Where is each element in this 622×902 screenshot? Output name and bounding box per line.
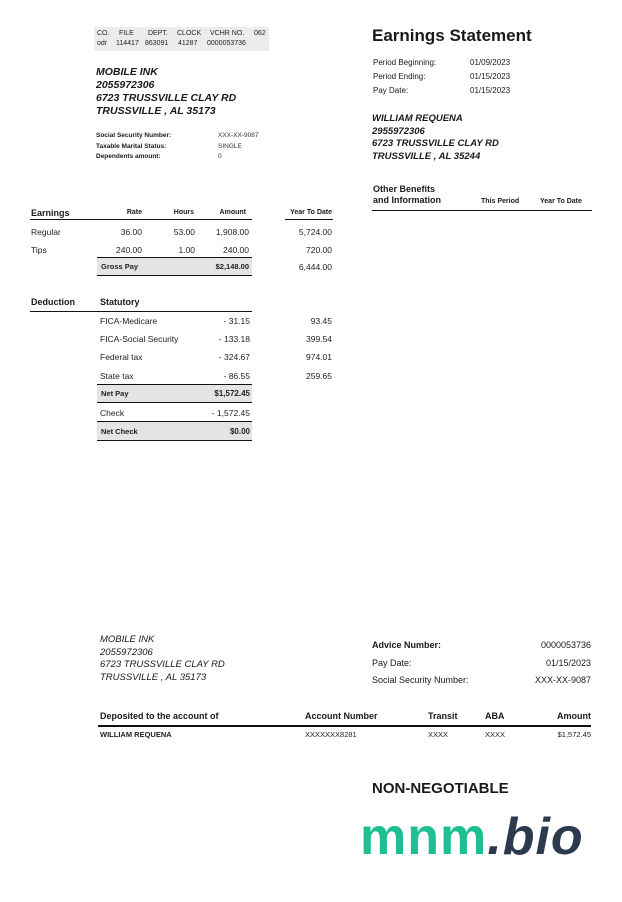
dependents-label: Dependents amount: <box>96 153 161 160</box>
net-pay-amount: $1,572.45 <box>214 389 250 398</box>
code-value-file: 114417 <box>116 40 139 47</box>
employee-phone: 2955972306 <box>372 125 425 137</box>
deposit-amount: $1,572.45 <box>557 730 591 739</box>
net-pay-label: Net Pay <box>101 389 129 398</box>
code-value-co: odr <box>97 40 108 47</box>
code-label-vchr: VCHR NO. <box>210 30 245 37</box>
earnings-row-amount: 1,908.00 <box>215 227 249 237</box>
advice-number-label: Advice Number: <box>372 640 442 650</box>
code-label-co: CO. <box>97 30 110 37</box>
earnings-row-hours: 1.00 <box>178 245 195 255</box>
watermark-part1: mnm <box>360 808 488 866</box>
gross-pay-label: Gross Pay <box>101 262 139 271</box>
employer-name: MOBILE INK <box>96 66 158 78</box>
employer-phone: 2055972306 <box>96 79 155 91</box>
period-begin-label: Period Beginning: <box>373 58 437 67</box>
ssn-label: Social Security Number: <box>96 132 172 139</box>
check-label: Check <box>100 408 125 418</box>
deductions-section <box>0 0 622 450</box>
code-label-clock: CLOCK <box>177 30 202 37</box>
deposit-aba: XXXX <box>485 730 506 739</box>
stub-employer-phone: 2055972306 <box>100 646 153 658</box>
code-label-file: FILE <box>119 30 134 37</box>
earnings-row-hours: 53.00 <box>173 227 195 237</box>
earnings-title: Earnings <box>31 208 70 218</box>
advice-pay-date-value: 01/15/2023 <box>545 657 591 668</box>
net-check-bottom-divider <box>97 440 252 441</box>
gross-pay-amount: $2,148.00 <box>215 262 249 271</box>
earnings-row-rate: 240.00 <box>116 245 142 255</box>
deduction-row-ytd: 399.54 <box>306 334 332 344</box>
deductions-title: Deduction <box>31 297 75 307</box>
net-check-label: Net Check <box>101 427 138 436</box>
deductions-subtitle: Statutory <box>100 297 140 307</box>
marital-status-label: Taxable Marital Status: <box>96 142 167 150</box>
earnings-rate-header: Rate <box>126 209 142 216</box>
benefits-ytd-header: Year To Date <box>540 198 582 205</box>
advice-ssn-value: XXX-XX-9087 <box>534 675 591 685</box>
code-label-dept: DEPT. <box>148 30 168 37</box>
deposit-header-transit: Transit <box>428 711 458 721</box>
earnings-row-amount: 240.00 <box>223 245 249 255</box>
code-value-vchr: 0000053736 <box>207 40 246 47</box>
deposit-header-amount: Amount <box>557 711 591 721</box>
deduction-row-name: Federal tax <box>100 352 143 362</box>
deposit-account-number: XXXXXXX8281 <box>305 730 357 739</box>
advice-number-value: 0000053736 <box>540 640 591 650</box>
period-begin-value: 01/09/2023 <box>470 58 511 67</box>
watermark-logo <box>360 806 584 868</box>
stub-employer-street: 6723 TRUSSVILLE CLAY RD <box>100 659 225 671</box>
period-end-label: Period Ending: <box>373 72 426 81</box>
period-end-value: 01/15/2023 <box>470 72 511 81</box>
code-value-dept: 863091 <box>145 40 169 47</box>
pay-date-value: 01/15/2023 <box>470 86 511 95</box>
earnings-row-rate: 36.00 <box>120 227 142 237</box>
stub-employer-city: TRUSSVILLE , AL 35173 <box>100 672 207 684</box>
net-check-amount: $0.00 <box>229 427 250 436</box>
stub-employer-name: MOBILE INK <box>100 634 155 645</box>
employer-street: 6723 TRUSSVILLE CLAY RD <box>96 92 237 104</box>
dependents-value: 0 <box>218 153 222 160</box>
employee-name: WILLIAM REQUENA <box>372 113 463 124</box>
deduction-row-name: FICA-Social Security <box>100 334 179 344</box>
page-title: Earnings Statement <box>372 26 532 45</box>
earnings-hours-header: Hours <box>173 209 194 216</box>
non-negotiable-label: NON-NEGOTIABLE <box>372 780 509 797</box>
earnings-row-name: Regular <box>31 227 61 237</box>
deposit-header-aba: ABA <box>485 711 505 721</box>
code-value-clock: 41287 <box>178 40 198 47</box>
deduction-row-name: FICA-Medicare <box>100 316 158 326</box>
deduction-row-amount: - 31.15 <box>223 316 250 326</box>
deposit-header-divider <box>98 725 591 727</box>
employer-city: TRUSSVILLE , AL 35173 <box>96 105 216 117</box>
deduction-row-amount: - 133.18 <box>218 334 250 344</box>
deduction-row-amount: - 86.55 <box>223 371 250 381</box>
gross-pay-ytd: 6,444.00 <box>298 262 332 272</box>
earnings-row-ytd: 5,724.00 <box>298 227 332 237</box>
net-pay-bottom-divider <box>97 402 252 403</box>
benefits-title-line2: and Information <box>373 195 441 205</box>
marital-status-value: SINGLE <box>218 142 242 150</box>
deductions-header-divider <box>30 311 252 312</box>
deduction-row-ytd: 93.45 <box>310 316 332 326</box>
benefits-title-line1: Other Benefits <box>373 184 436 194</box>
deposit-header-account-number: Account Number <box>305 711 378 721</box>
deposit-transit: XXXX <box>428 730 449 739</box>
deduction-row-ytd: 259.65 <box>306 371 332 381</box>
earnings-ytd-header: Year To Date <box>290 209 332 216</box>
advice-ssn-label: Social Security Number: <box>372 675 469 685</box>
advice-pay-date-label: Pay Date: <box>372 657 412 668</box>
ssn-value: XXX-XX-9087 <box>218 132 259 139</box>
advice-info <box>372 637 591 690</box>
watermark-part2: .bio <box>487 808 584 866</box>
deposit-name: WILLIAM REQUENA <box>100 730 172 739</box>
pay-date-label: Pay Date: <box>373 86 409 95</box>
employee-street: 6723 TRUSSVILLE CLAY RD <box>372 138 499 149</box>
deposit-header-account-of: Deposited to the account of <box>100 711 219 721</box>
deduction-row-amount: - 324.67 <box>218 352 250 362</box>
check-amount: - 1,572.45 <box>211 408 250 418</box>
earnings-amount-header: Amount <box>219 209 246 216</box>
stub-employer-address <box>100 634 225 685</box>
benefits-this-period-header: This Period <box>481 198 520 205</box>
earnings-row-name: Tips <box>31 245 47 255</box>
earnings-row-ytd: 720.00 <box>306 245 332 255</box>
code-label-062: 062 <box>254 30 266 37</box>
employee-city: TRUSSVILLE , AL 35244 <box>372 150 481 162</box>
deduction-row-name: State tax <box>100 371 134 381</box>
deduction-row-ytd: 974.01 <box>306 352 332 362</box>
